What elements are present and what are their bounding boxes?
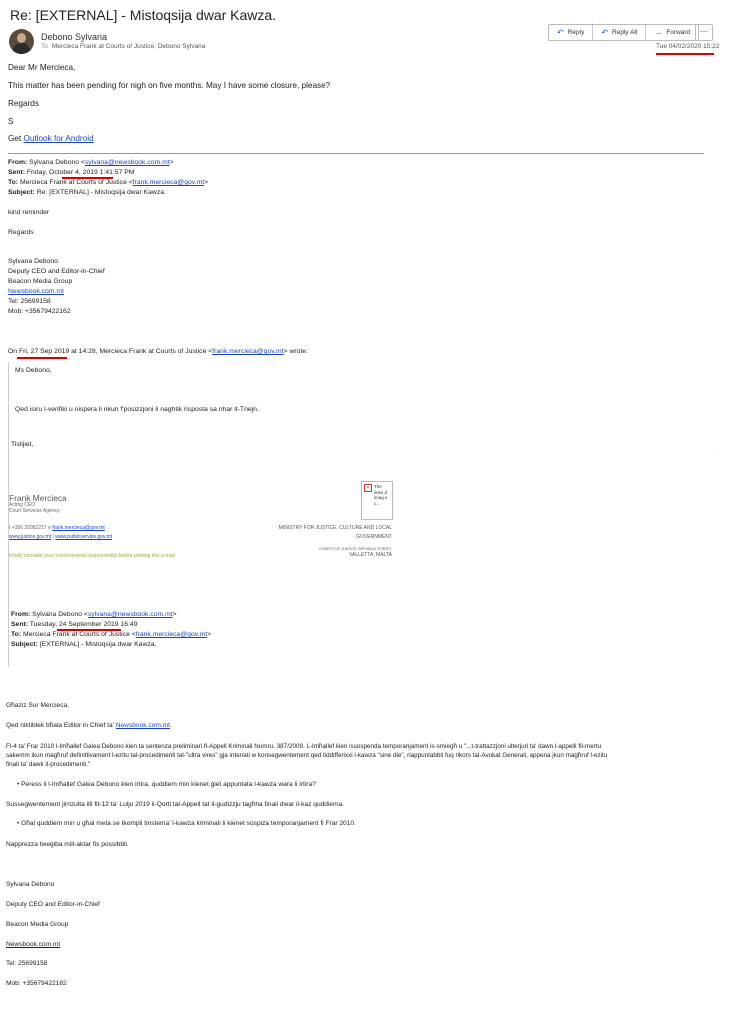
lower-sig-link[interactable]: Newsbook.com.mt — [6, 941, 61, 948]
greeting: Dear Mr Mercieca, — [8, 63, 76, 72]
avatar[interactable] — [9, 29, 34, 54]
regards-text: Regards — [8, 229, 34, 236]
from-email-link[interactable]: sylvana@newsbook.com.mt — [84, 159, 170, 166]
email-subject: Re: [EXTERNAL] - Mistoqsija dwar Kawza. — [10, 7, 277, 23]
quote-bar — [8, 362, 9, 667]
wrote-email-link[interactable]: frank.mercieca@gov.mt — [212, 348, 284, 355]
lower-sig-title: Deputy CEO and Editor-in-Chief — [6, 901, 100, 908]
get-outlook-line: Get Outlook for Android — [8, 134, 94, 143]
lower-paragraph-1: Fl-4 ta' Frar 2010 l-Imħallef Galea Debono kien ta sentenza preliminari fl-Appell Kriminali Numru. 387/2009. L-Imħallef kien issospenda temporanjament is-smiegħ u "...t-trattazzjoni ulterjuri ta' dawn l-appelli fil-mertu sakemm ikun magħruf definittivament l-ezitu tal-proċedimenti tal-"ultra vires" gja intenati w konsegwentement qed tiddifferixxi l-kawza "sine die", riappuntabbli fuq rikors tal-Avukat Generali, appena jkun magħruf l-ezitu finali ta' dawk il-proċedimenti." — [6, 743, 608, 768]
env-note: Kindly consider your environmental responsibility before printing this e-mail. — [9, 553, 177, 559]
justice-link[interactable]: www.justice.gov.mt — [9, 534, 52, 540]
divider — [8, 153, 704, 154]
lower-paragraph-2: Sussegwentement jirrizulta illi fit-12 ta' Lulju 2019 il-Qorti tal-Appell tat il-gudizzju tagħha finali dwar il-kaz quddiema. — [6, 801, 345, 808]
reply-all-icon: ↶ — [601, 28, 609, 37]
to-label: To — [41, 43, 48, 50]
frank-websites: www.justice.gov.mt | www.publicservice.gov.mt — [9, 534, 113, 540]
frank-sig-agency: Court Services Agency — [9, 508, 60, 514]
regards: Regards — [8, 99, 39, 108]
frank-sig-title: Acting CEO — [9, 502, 36, 508]
newsbook-link[interactable]: Newsbook.com.mt — [8, 288, 64, 295]
quoted-header-1: From: Sylvana Debono <sylvana@newsbook.com.mt> Sent: Friday, October 4, 2019 1:41:57 PM To: Mercieca Frank at Courts of Justice <frank.mercieca@gov.mt> Subject: Re: [EXTERNAL] - Mistoqsija dwar Kawza. — [8, 159, 209, 196]
recipients-line — [41, 43, 205, 50]
quoted-header-3: From: Sylvana Debono <sylvana@newsbook.com.mt> Sent: Tuesday, 24 September 2019 16:49 To: Mercieca Frank at Courts of Justice <frank.mercieca@gov.mt> Subject: [EXTERNAL] - Mistoqsija dwar Kawza. — [11, 611, 212, 648]
lower-thanks: Napprezza tweġiba mill-aktar fis possibbli. — [6, 841, 129, 848]
lower-sig-mob: Mob: +35679422162 — [6, 980, 67, 987]
broken-image-placeholder: × The linke d imag e c... — [361, 481, 393, 520]
frank-sig-name: Frank Mercieca — [9, 493, 67, 503]
quoted2-closing: Tislijiet, — [11, 441, 34, 448]
publicservice-link[interactable]: www.publicservice.gov.mt — [55, 534, 113, 540]
sender-name[interactable]: Debono Sylvana — [41, 32, 108, 42]
quoted2-greeting: Ms Debono, — [15, 367, 52, 374]
broken-image-icon: × — [364, 484, 372, 492]
quoted2-text: Qed isiru l-verifiki u nispera li nkun f'posizzjoni li naghtik risposta sa nhar it-Tnejn. — [15, 406, 259, 413]
body-line: This matter has been pending for nigh on five months. May I have some closure, please? — [8, 81, 331, 90]
red-underline-sent-2 — [57, 629, 121, 631]
to-email-link[interactable]: frank.mercieca@gov.mt — [132, 179, 205, 186]
red-underline-on — [17, 357, 67, 359]
on-wrote-line: On Fri, 27 Sep 2019 at 14:28, Mercieca Frank at Courts of Justice <frank.mercieca@gov.mt> wrote: — [8, 348, 308, 355]
more-options-button[interactable]: ··· — [695, 24, 713, 41]
newsbook-link-2[interactable]: Newsbook.com.mt — [115, 722, 170, 729]
sent-date-2: 24 September 2019 — [58, 621, 119, 628]
lower-sig-tel: Tel: 25699158 — [6, 960, 48, 967]
reply-all-button[interactable]: ↶ Reply All — [593, 25, 646, 40]
ministry-addr-1: COURTS OF JUSTICE, REPUBLIC STREET, — [319, 547, 392, 551]
lower-greeting: Għaziz Sur Mercieca, — [6, 702, 70, 709]
bullet-1: • Peress li l-Imħallef Galea Debono kien irtira, quddiem min kienet ġiet appuntata l-kawza wara li irtira? — [17, 781, 316, 788]
recipients[interactable]: Mercieca Frank at Courts of Justice; Debono Sylvana — [51, 43, 206, 50]
ministry-line-2: GOVERNMENT — [356, 534, 392, 540]
action-buttons — [548, 24, 699, 41]
lower-sig-company: Beacon Media Group — [6, 921, 69, 928]
red-underline-date — [656, 53, 714, 55]
initial: S — [8, 117, 14, 126]
frank-contact: t +356 25982217 e frank.mercieca@gov.mt — [9, 525, 105, 531]
lower-sig-name: Sylvana Debono — [6, 881, 55, 888]
to-email-link-2[interactable]: frank.mercieca@gov.mt — [135, 631, 208, 638]
reply-button[interactable]: ↶ Reply — [549, 25, 593, 40]
signature-1: Sylvana Debono Deputy CEO and Editor-in-Chief Beacon Media Group Newsbook.com.mt Tel: 25699158 Mob: +35679422162 — [8, 258, 105, 315]
forward-button[interactable]: → Forward — [654, 28, 691, 37]
reminder-text: kind reminder — [8, 209, 50, 216]
red-underline-sent — [62, 177, 113, 179]
bullet-2: • Għal quddiem min u għal meta se tkompli tinstema' l-kawza kriminali li kienet sospiza temporanjament fi Frar 2010. — [17, 820, 356, 827]
dot: . — [712, 446, 714, 452]
reply-icon: ↶ — [557, 28, 564, 37]
forward-icon: → — [654, 28, 663, 37]
from-email-link-2[interactable]: sylvana@newsbook.com.mt — [87, 611, 173, 618]
lower-intro: Qed niktiblek bħala Editor in Chief ta' Newsbook.com.mt. — [6, 722, 172, 729]
frank-email-link[interactable]: frank.mercieca@gov.mt — [52, 525, 105, 531]
on-date: Fri, 27 Sep 2019 — [18, 348, 70, 355]
outlook-link[interactable]: Outlook for Android — [23, 134, 94, 143]
sent-date: October 4, 2019 — [49, 169, 98, 176]
ministry-line-1: MINISTRY FOR JUSTICE, CULTURE AND LOCAL — [278, 525, 392, 531]
ministry-addr-2: VALLETTA, MALTA — [349, 552, 392, 558]
email-date: Tue 04/02/2020 15:22 — [656, 43, 720, 50]
